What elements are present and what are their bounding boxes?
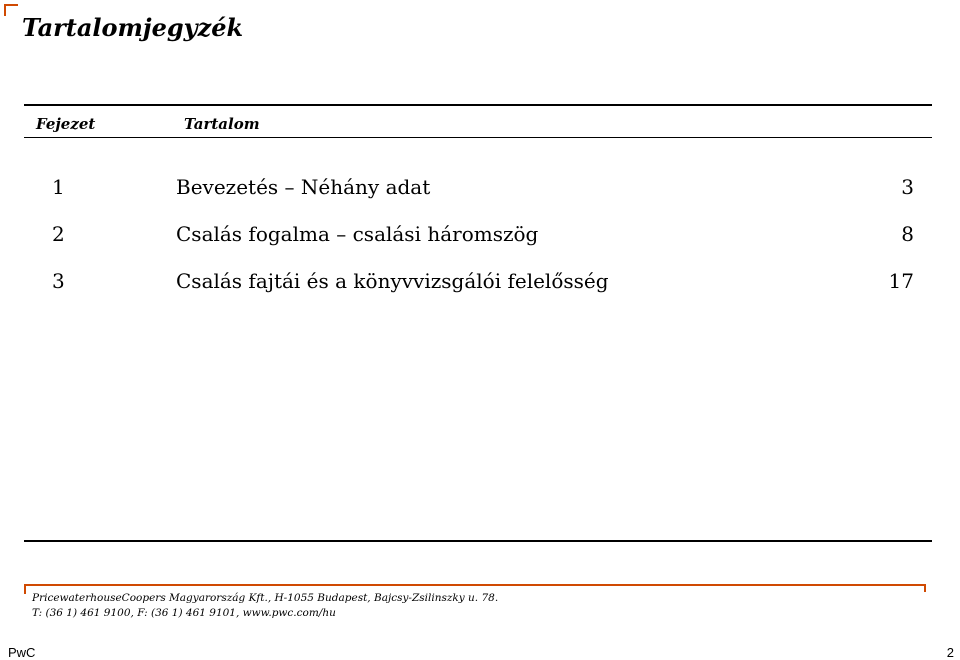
footer-address — [32, 591, 498, 621]
corner-mark — [4, 4, 18, 16]
toc-row — [24, 266, 914, 296]
toc-header-rule — [24, 137, 932, 138]
page-number: 2 — [946, 645, 954, 660]
toc-row-number: 2 — [52, 222, 65, 246]
footer-address-line-1: PricewaterhouseCoopers Magyarország Kft., H-1055 Budapest, Bajcsy-Zsilinszky u. 78. — [32, 592, 499, 604]
toc-row-page: 17 — [888, 269, 914, 293]
toc-row-page: 8 — [901, 222, 914, 246]
toc-row — [24, 172, 914, 202]
toc-row-page: 3 — [901, 175, 914, 199]
footer-rule — [24, 540, 932, 542]
toc-row-number: 3 — [52, 269, 65, 293]
toc-row-title: Csalás fogalma – csalási háromszög — [176, 222, 539, 246]
toc-header — [24, 112, 932, 136]
toc-header-content: Tartalom — [184, 115, 260, 133]
page-title: Tartalomjegyzék — [22, 13, 244, 42]
toc-row — [24, 219, 914, 249]
toc-top-rule — [24, 104, 932, 106]
footer-brand: PwC — [8, 645, 36, 660]
toc-row-title: Csalás fajtái és a könyvvizsgálói felelősség — [176, 269, 609, 293]
footer-address-line-2: T: (36 1) 461 9100, F: (36 1) 461 9101, www.pwc.com/hu — [32, 607, 336, 619]
toc-row-number: 1 — [52, 175, 65, 199]
toc-header-chapter: Fejezet — [36, 115, 96, 133]
toc-row-title: Bevezetés – Néhány adat — [176, 175, 431, 199]
